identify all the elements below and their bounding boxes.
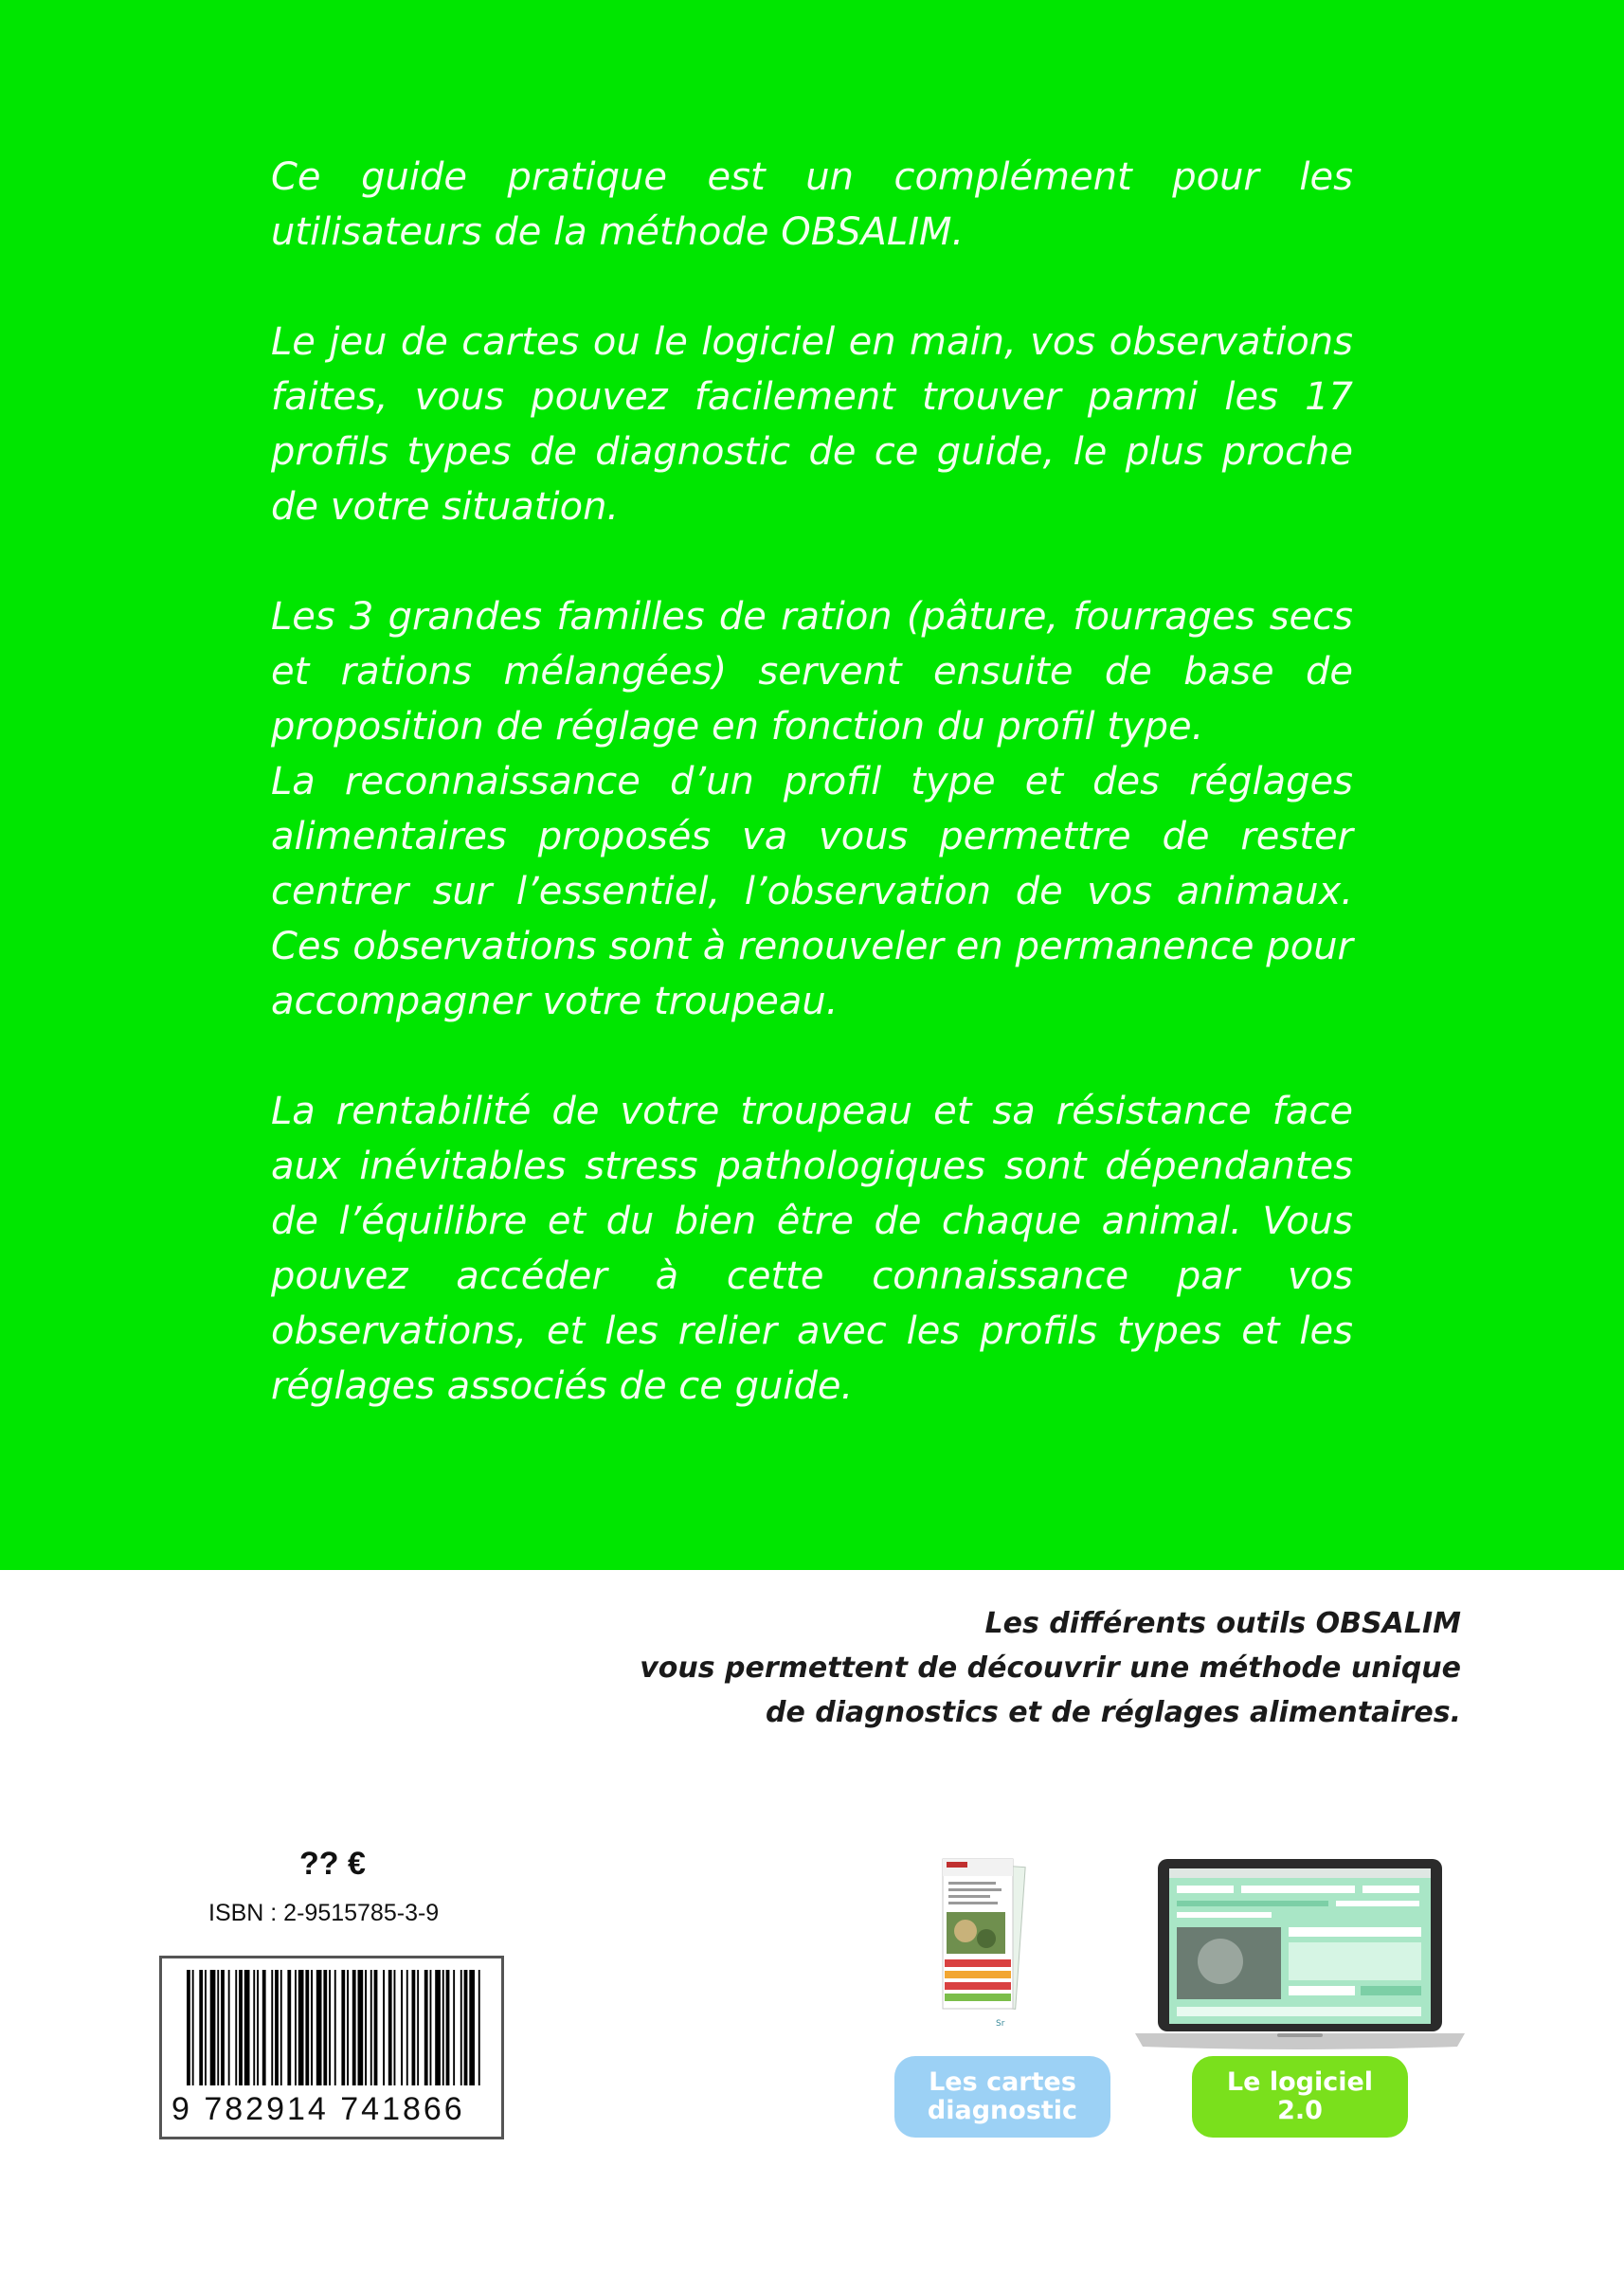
barcode-bar bbox=[305, 1970, 309, 2085]
barcode-bar bbox=[311, 1970, 313, 2085]
intro-paragraph: Ce guide pratique est un complément pour les utilisateurs de la méthode OBSALIM. bbox=[271, 155, 1353, 254]
barcode-bar bbox=[239, 1970, 243, 2085]
barcode-bar bbox=[323, 1970, 327, 2085]
tagline-line: de diagnostics et de réglages alimentaires. bbox=[766, 1696, 1461, 1729]
barcode-bar bbox=[228, 1970, 230, 2085]
barcode-bar bbox=[365, 1970, 367, 2085]
barcode-bar bbox=[235, 1970, 237, 2085]
usage-paragraph: Le jeu de cartes ou le logiciel en main, vos observations faites, vous pouvez facilement trouver parmi les 17 profils types de diagnostic de ce guide, le plus proche de votre situation. bbox=[271, 320, 1353, 529]
isbn-label: ISBN : 2-9515785-3-9 bbox=[208, 1900, 440, 1926]
barcode-bar bbox=[287, 1970, 291, 2085]
software-laptop-image bbox=[1135, 1857, 1465, 2050]
profitability-paragraph: La rentabilité de votre troupeau et sa résistance face aux inévitables stress pathologiques sont dépendantes de l’équilibre et du bien être de chaque animal. Vous pouvez accéder à cette connaissance par vos observations, et les relier avec les profils types et les réglages associés de ce guide. bbox=[271, 1090, 1353, 1408]
barcode-bar bbox=[192, 1970, 194, 2085]
pill-label: 2.0 bbox=[1277, 2096, 1323, 2125]
barcode-digits: 9 782914 741866 bbox=[171, 2091, 465, 2127]
barcode-bar bbox=[412, 1970, 416, 2085]
barcode-bar bbox=[257, 1970, 259, 2085]
barcode-bar bbox=[406, 1970, 408, 2085]
barcode-bar bbox=[388, 1970, 392, 2085]
pill-label: Les cartes bbox=[929, 2067, 1076, 2097]
barcode-bar bbox=[374, 1970, 378, 2085]
barcode-bar bbox=[358, 1970, 364, 2085]
profile-recognition-paragraph: La reconnaissance d’un profil type et des réglages alimentaires proposés va vous permettre de rester centrer sur l’essentiel, l’observation de vos animaux. Ces observations sont à renouveler en permanence pour accompagner votre troupeau. bbox=[271, 760, 1353, 1023]
barcode-bar bbox=[446, 1970, 450, 2085]
barcode-bar bbox=[244, 1970, 250, 2085]
barcode-bar bbox=[370, 1970, 372, 2085]
barcode-bar bbox=[341, 1970, 345, 2085]
barcode-bar bbox=[417, 1970, 419, 2085]
barcode-bar bbox=[187, 1970, 190, 2085]
barcode-bar bbox=[271, 1970, 273, 2085]
barcode-bar bbox=[329, 1970, 331, 2085]
barcode-bar bbox=[469, 1970, 475, 2085]
barcode-bar bbox=[394, 1970, 396, 2085]
barcode-bar bbox=[275, 1970, 279, 2085]
barcode-bar bbox=[430, 1970, 432, 2085]
tools-tagline bbox=[514, 1601, 1461, 1735]
diagnostic-cards-pill bbox=[894, 2056, 1110, 2138]
barcode-bar bbox=[210, 1970, 216, 2085]
barcode-bar bbox=[401, 1970, 403, 2085]
barcode bbox=[159, 1956, 504, 2139]
barcode-bar bbox=[280, 1970, 282, 2085]
barcode-bar bbox=[424, 1970, 428, 2085]
barcode-bar bbox=[295, 1970, 297, 2085]
barcode-bar bbox=[253, 1970, 255, 2085]
tagline-line: vous permettent de découvrir une méthode unique bbox=[640, 1651, 1461, 1685]
diagnostic-cards-image bbox=[929, 1855, 1032, 2033]
barcode-bar bbox=[205, 1970, 207, 2085]
barcode-bar bbox=[298, 1970, 304, 2085]
barcode-bar bbox=[442, 1970, 444, 2085]
barcode-bar bbox=[453, 1970, 455, 2085]
barcode-bar bbox=[464, 1970, 468, 2085]
barcode-bar bbox=[435, 1970, 441, 2085]
svg-text:Sr: Sr bbox=[996, 2019, 1005, 2029]
pill-label: diagnostic bbox=[927, 2096, 1078, 2125]
software-pill bbox=[1192, 2056, 1408, 2138]
barcode-bar bbox=[221, 1970, 225, 2085]
ration-families-paragraph: Les 3 grandes familles de ration (pâture, fourrages secs et rations mélangées) servent ensuite de base de proposition de réglage en fonction du profil type. bbox=[271, 595, 1353, 749]
barcode-bar bbox=[262, 1970, 266, 2085]
barcode-bar bbox=[478, 1970, 480, 2085]
pill-label: Le logiciel bbox=[1226, 2067, 1374, 2097]
barcode-bar bbox=[383, 1970, 385, 2085]
barcode-bar bbox=[217, 1970, 219, 2085]
tagline-line: Les différents outils OBSALIM bbox=[984, 1607, 1461, 1640]
barcode-bar bbox=[460, 1970, 462, 2085]
price-label: ?? € bbox=[299, 1846, 366, 1882]
back-cover-text bbox=[271, 150, 1353, 1414]
barcode-bar bbox=[334, 1970, 336, 2085]
barcode-bar bbox=[199, 1970, 203, 2085]
barcode-bar bbox=[347, 1970, 349, 2085]
barcode-bar bbox=[316, 1970, 322, 2085]
barcode-bar bbox=[352, 1970, 356, 2085]
barcode-bars bbox=[187, 1970, 482, 2085]
